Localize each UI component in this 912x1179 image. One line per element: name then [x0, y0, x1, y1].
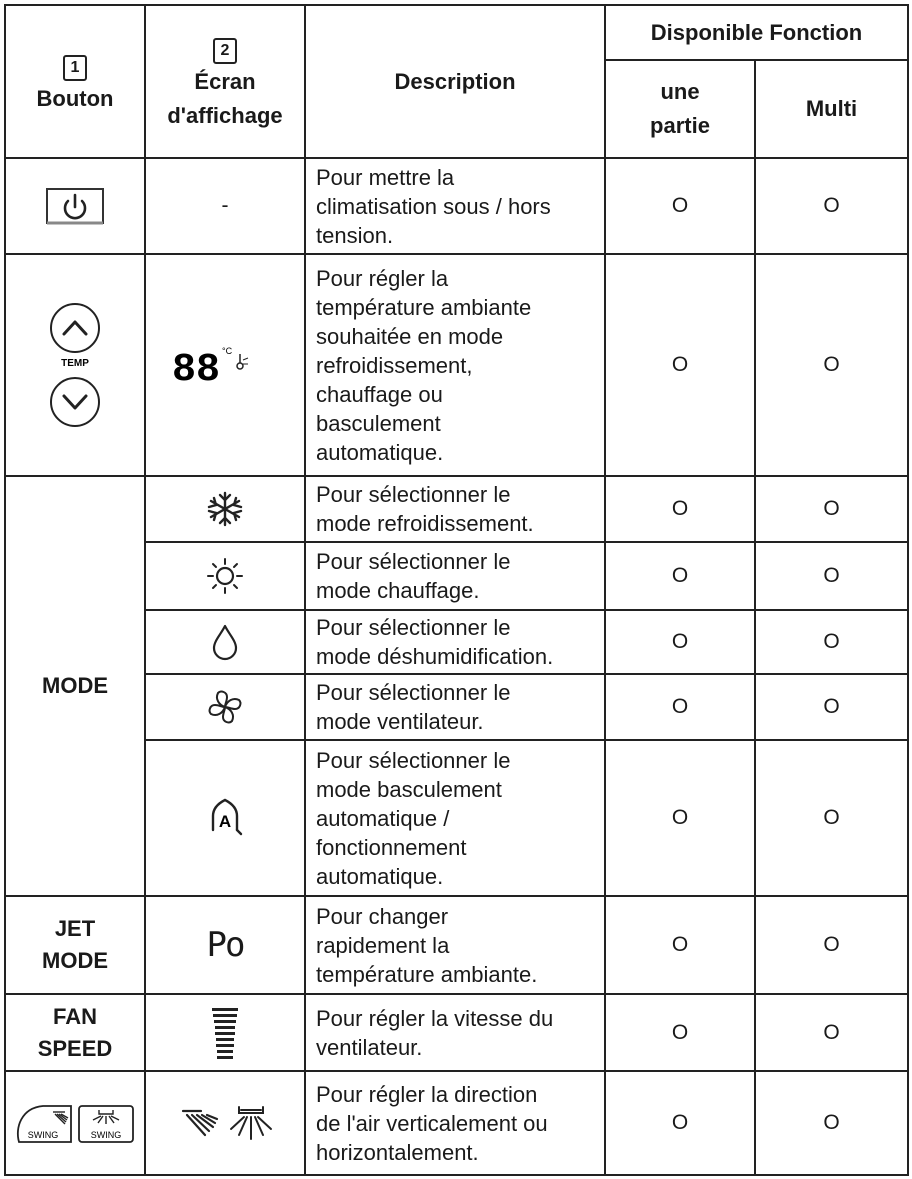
table-row — [5, 254, 908, 476]
description-cell — [305, 254, 605, 476]
une-partie-mark: O — [605, 158, 755, 254]
desc-line: Pour sélectionner le — [316, 482, 511, 507]
header-une-partie — [605, 60, 755, 158]
swing-direction-icon — [175, 1101, 275, 1145]
desc-line: horizontalement. — [316, 1139, 479, 1165]
desc-line: climatisation sous / hors — [316, 193, 551, 219]
desc-line: mode basculement — [316, 776, 502, 802]
display-cell — [145, 1071, 305, 1175]
display-88-text: 88 — [172, 348, 221, 388]
swing-label-1: SWING — [27, 1130, 59, 1140]
temp-label: TEMP — [61, 358, 89, 369]
header-bouton — [5, 5, 145, 158]
multi-mark: O — [755, 476, 908, 542]
fan-mode-icon — [205, 687, 245, 727]
header-ecran-line2: d'affichage — [167, 102, 283, 128]
description-cell — [305, 476, 605, 542]
desc-line: tension. — [316, 222, 394, 248]
table-row — [5, 158, 908, 254]
display-cell — [145, 610, 305, 674]
desc-line: fonctionnement — [316, 834, 467, 860]
multi-mark: O — [755, 610, 908, 674]
une-partie-mark: O — [605, 674, 755, 740]
desc-line: ventilateur. — [316, 1034, 423, 1060]
multi-mark: O — [755, 254, 908, 476]
auto-mode-icon — [203, 796, 247, 840]
display-cell — [145, 740, 305, 896]
jet-label-line1: JET — [54, 916, 96, 941]
header-number-2: 2 — [213, 38, 237, 64]
fan-speed-bars-icon — [210, 1006, 240, 1060]
header-une-partie-line2: partie — [650, 113, 710, 138]
header-description-label: Description — [394, 68, 516, 94]
une-partie-mark: O — [605, 476, 755, 542]
description-cell — [305, 896, 605, 994]
table-row — [5, 896, 908, 994]
desc-line: Pour sélectionner le — [316, 549, 511, 574]
button-cell — [5, 1071, 145, 1175]
desc-line: Pour régler la vitesse du — [316, 1005, 554, 1031]
multi-mark: O — [755, 542, 908, 610]
header-ecran — [145, 5, 305, 158]
header-group-label: Disponible Fonction — [650, 19, 863, 45]
fan-speed-button-label — [5, 994, 145, 1071]
desc-line: température ambiante. — [316, 961, 538, 987]
desc-line: Pour régler la — [316, 265, 449, 291]
display-unit: °C — [222, 346, 233, 356]
header-disponible-fonction — [605, 5, 908, 60]
jet-mode-button-label — [5, 896, 145, 994]
multi-mark: O — [755, 896, 908, 994]
description-cell — [305, 994, 605, 1071]
description-cell — [305, 158, 605, 254]
multi-mark: O — [755, 994, 908, 1071]
desc-line: Pour sélectionner le — [316, 615, 511, 640]
une-partie-mark: O — [605, 994, 755, 1071]
header-ecran-line1: Écran — [194, 68, 256, 94]
swing-label-2: SWING — [90, 1130, 122, 1140]
snowflake-cool-icon — [205, 489, 245, 529]
desc-line: mode ventilateur. — [316, 709, 484, 734]
table-row — [5, 994, 908, 1071]
display-cell — [145, 476, 305, 542]
header-bouton-label: Bouton — [36, 85, 114, 111]
une-partie-mark: O — [605, 254, 755, 476]
display-cell — [145, 674, 305, 740]
desc-line: automatique. — [316, 439, 444, 465]
desc-line: automatique / — [316, 805, 450, 831]
header-multi-label: Multi — [805, 96, 858, 121]
table-row — [5, 476, 908, 542]
header-description — [305, 5, 605, 158]
desc-line: refroidissement, — [316, 352, 473, 378]
desc-line: de l'air verticalement ou — [316, 1110, 548, 1136]
display-cell — [145, 896, 305, 994]
water-drop-dehumidify-icon — [208, 622, 242, 662]
desc-line: température ambiante — [316, 294, 532, 320]
une-partie-mark: O — [605, 542, 755, 610]
display-cell — [145, 254, 305, 476]
temp-up-down-button-icon — [40, 300, 110, 430]
header-multi — [755, 60, 908, 158]
description-cell — [305, 740, 605, 896]
une-partie-mark: O — [605, 896, 755, 994]
une-partie-mark: O — [605, 740, 755, 896]
multi-mark: O — [755, 158, 908, 254]
desc-line: basculement — [316, 410, 441, 436]
description-cell — [305, 674, 605, 740]
button-cell — [5, 254, 145, 476]
power-button-icon — [43, 186, 107, 226]
fan-speed-label-line2: SPEED — [37, 1035, 113, 1061]
mode-button-label: MODE — [5, 476, 145, 896]
button-cell — [5, 158, 145, 254]
sun-heat-icon — [205, 556, 245, 596]
desc-line: mode refroidissement. — [316, 511, 534, 536]
desc-line: Pour mettre la — [316, 164, 455, 190]
desc-line: souhaitée en mode — [316, 323, 504, 349]
desc-line: mode chauffage. — [316, 578, 480, 603]
header-une-partie-line1: une — [660, 79, 700, 104]
desc-line: Pour sélectionner le — [316, 747, 511, 773]
header-number-1: 1 — [63, 55, 87, 81]
desc-line: Pour sélectionner le — [316, 680, 511, 705]
swing-buttons-icon — [13, 1098, 137, 1148]
auto-letter: A — [218, 812, 232, 831]
desc-line: automatique. — [316, 863, 444, 889]
multi-mark: O — [755, 674, 908, 740]
function-table — [4, 4, 909, 1176]
display-dash: - — [221, 194, 229, 217]
une-partie-mark: O — [605, 610, 755, 674]
desc-line: chauffage ou — [316, 381, 443, 407]
desc-line: Pour régler la direction — [316, 1081, 538, 1107]
une-partie-mark: O — [605, 1071, 755, 1175]
jet-label-line2: MODE — [42, 948, 108, 973]
description-cell — [305, 542, 605, 610]
desc-line: Pour changer — [316, 903, 449, 929]
display-cell — [145, 158, 305, 254]
display-cell — [145, 994, 305, 1071]
description-cell — [305, 610, 605, 674]
description-cell — [305, 1071, 605, 1175]
display-cell — [145, 542, 305, 610]
multi-mark: O — [755, 740, 908, 896]
table-row — [5, 1071, 908, 1175]
jet-mode-po-icon: Po — [206, 925, 244, 965]
desc-line: mode déshumidification. — [316, 644, 554, 669]
temperature-display-88-icon — [170, 342, 280, 388]
desc-line: rapidement la — [316, 932, 450, 958]
multi-mark: O — [755, 1071, 908, 1175]
fan-speed-label-line1: FAN — [53, 1003, 97, 1029]
